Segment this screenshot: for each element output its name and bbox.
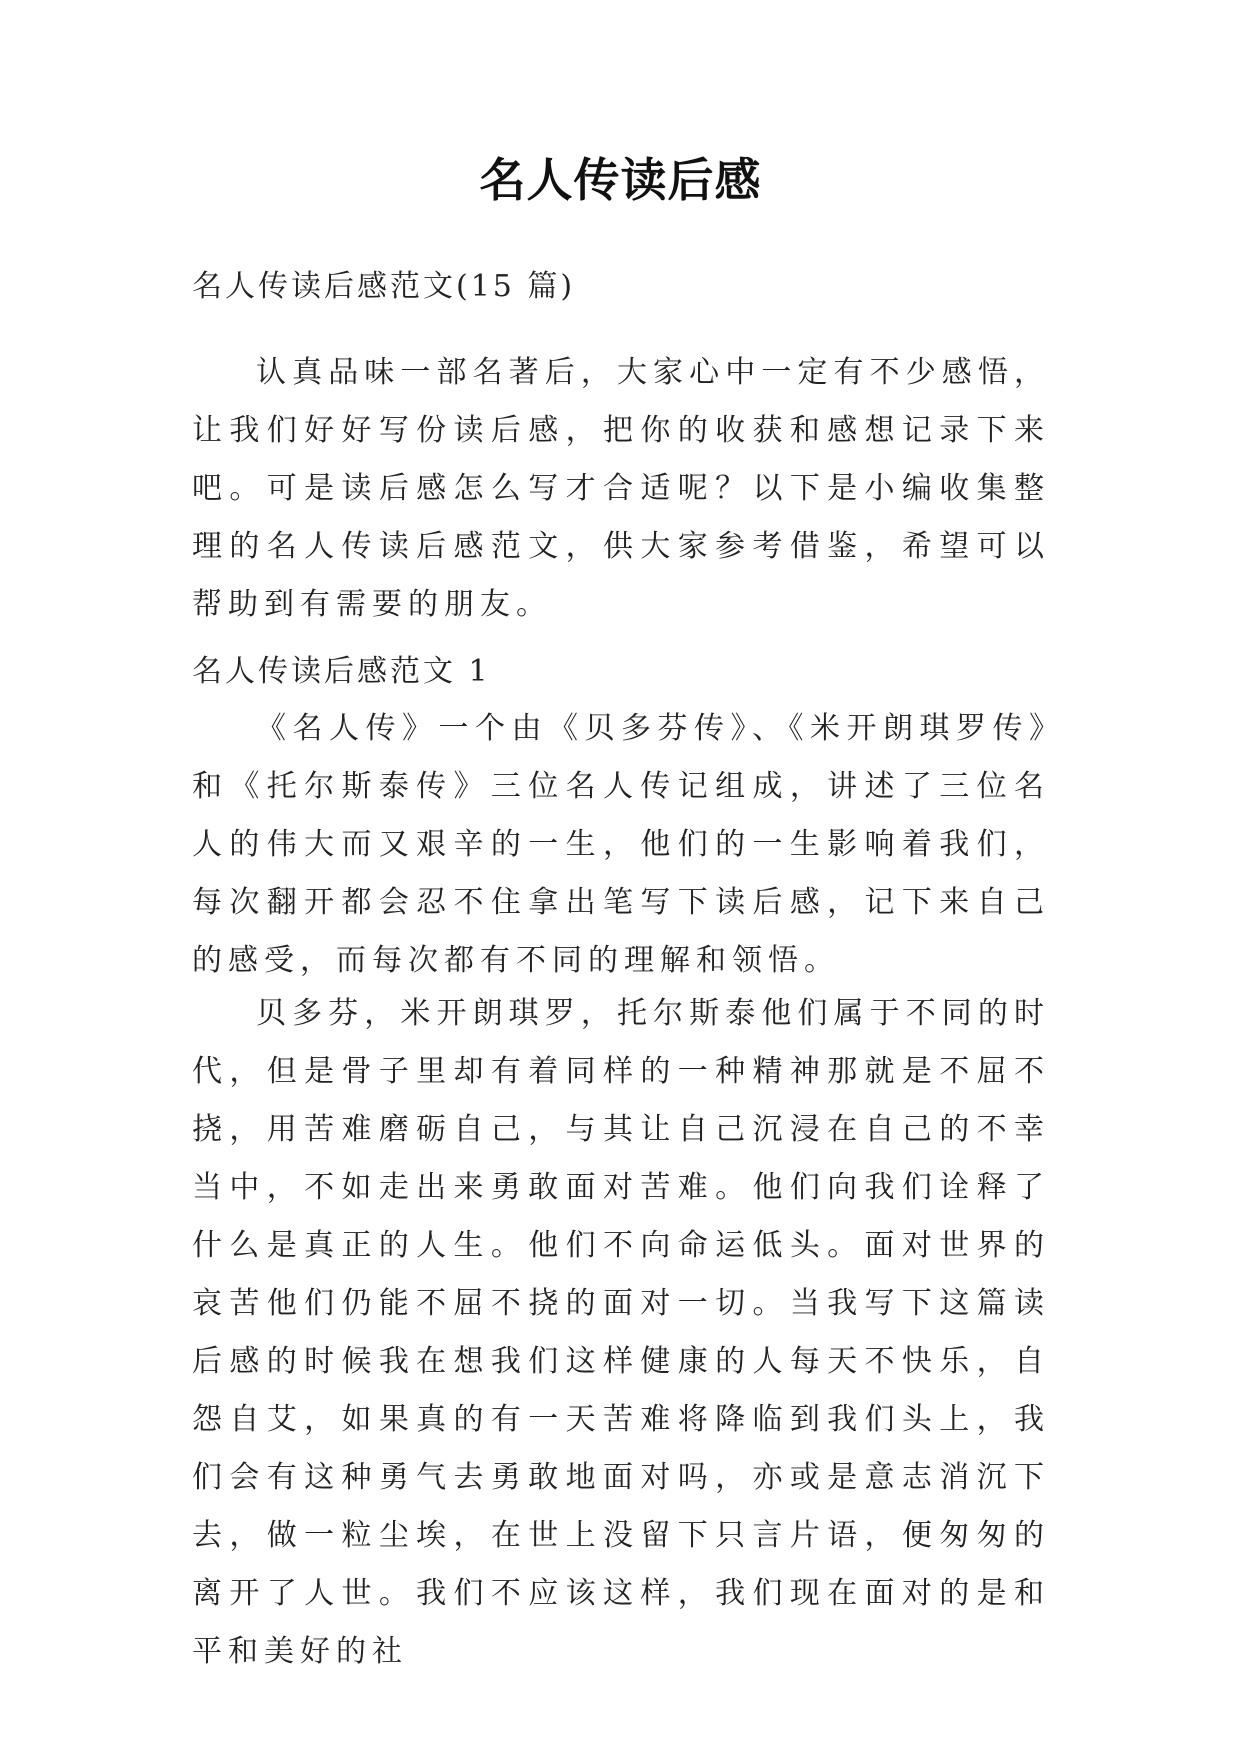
document-subtitle: 名人传读后感范文(15 篇) bbox=[192, 269, 576, 304]
page-title: 名人传读后感 bbox=[479, 153, 762, 207]
section-paragraph: 贝多芬，米开朗琪罗，托尔斯泰他们属于不同的时代，但是骨子里却有着同样的一种精神那就是不屈不挠，用苦难磨砺自己，与其让自己沉浸在自己的不幸当中，不如走出来勇敢面对苦难。他们向我们诠释了什么是真正的人生。他们不向命运低头。面对世界的哀苦他们仍能不屈不挠的面对一切。当我写下这篇读后感的时候我在想我们这样健康的人每天不快乐，自怨自艾，如果真的有一天苦难将降临到我们头上，我们会有这种勇气去勇敢地面对吗，亦或是意志消沉下去，做一粒尘埃，在世上没留下只言片语，便匆匆的离开了人世。我们不应该这样，我们现在面对的是和平和美好的社 bbox=[192, 996, 1050, 1669]
section-heading: 名人传读后感范文 1 bbox=[192, 654, 491, 689]
section-paragraph: 《名人传》一个由《贝多芬传》、《米开朗琪罗传》和《托尔斯泰传》三位名人传记组成，讲述了三位名人的伟大而又艰辛的一生，他们的一生影响着我们，每次翻开都会忍不住拿出笔写下读后感，记下来自己的感受，而每次都有不同的理解和领悟。 bbox=[192, 711, 1050, 978]
intro-paragraph: 认真品味一部名著后，大家心中一定有不少感悟，让我们好好写份读后感，把你的收获和感想记录下来吧。可是读后感怎么写才合适呢？以下是小编收集整理的名人传读后感范文，供大家参考借鉴，希望可以帮助到有需要的朋友。 bbox=[192, 355, 1050, 622]
